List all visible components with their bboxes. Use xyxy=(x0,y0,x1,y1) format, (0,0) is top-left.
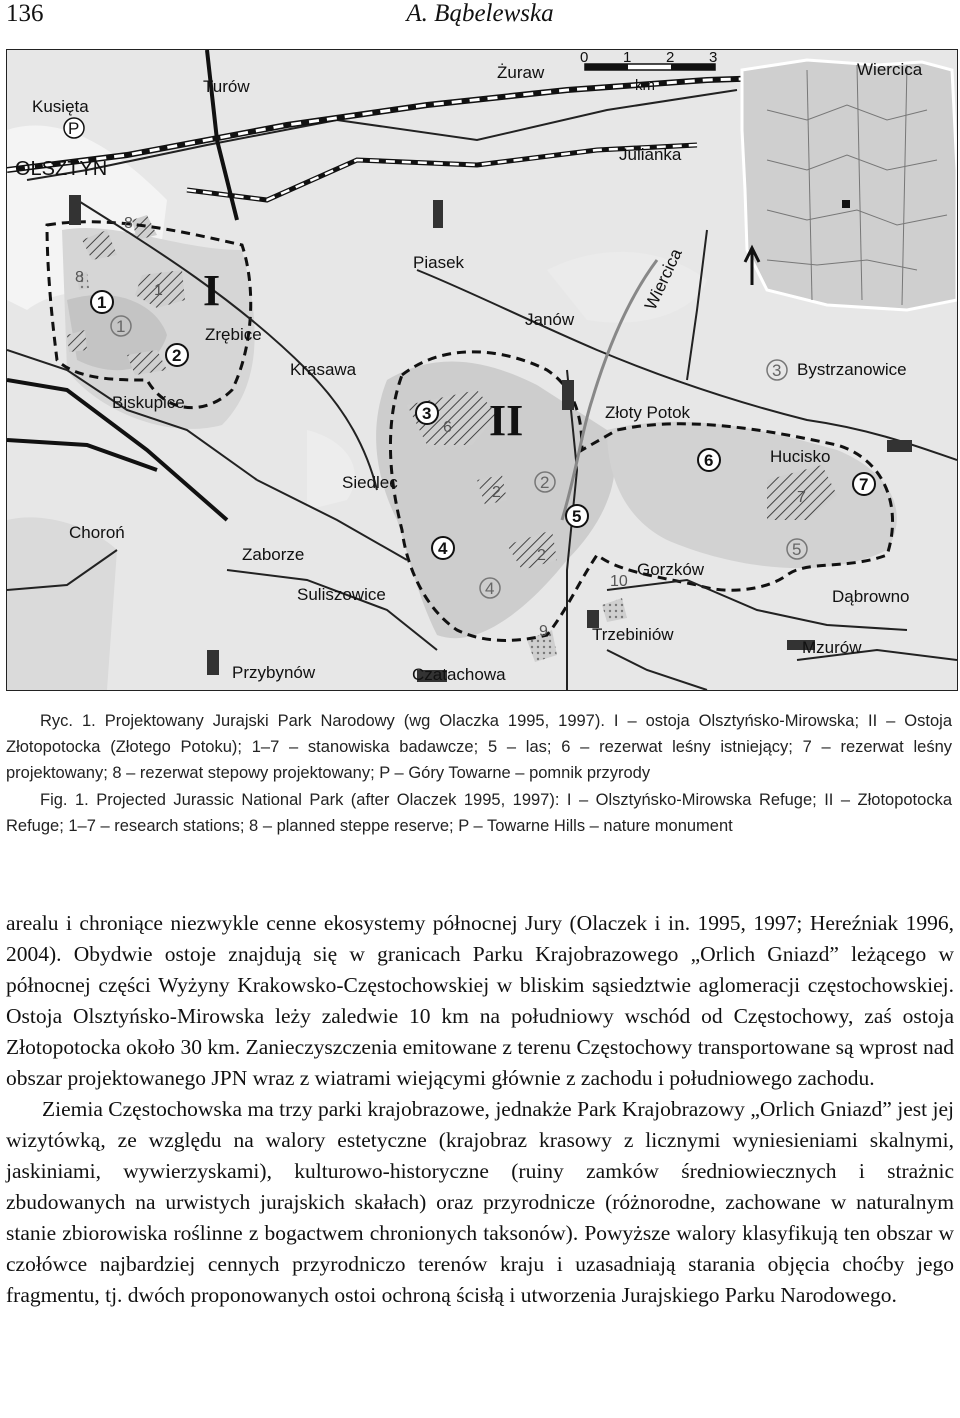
body-text xyxy=(6,908,954,1311)
figure-caption-pl: Ryc. 1. Projektowany Jurajski Park Narodowy (wg Olaczka 1995, 1997). I – ostoja Olsztyńsko-Mirowska; II – Ostoja Złotopotocka (Złotego Potoku); 1–7 – stanowiska badawcze; 5 – las; 6 – rezerwat leśny istniejący; 7 – rezerwat leśny projektowany; 8 – rezerwat stepowy projektowany; P – Góry Towarne – pomnik przyrody xyxy=(6,712,952,782)
station-6-marker xyxy=(698,449,720,471)
svg-text:2: 2 xyxy=(537,547,546,564)
label-czatachowa: Czatachowa xyxy=(412,665,506,684)
label-gorzkow: Gorzków xyxy=(637,560,705,579)
paragraph-2: Ziemia Częstochowska ma trzy parki krajobrazowe, jednakże Park Krajobrazowy „Orlich Gniazd” jest jej wizytówką, ze względu na walory estetyczne (krajobraz krasowy z licznymi wyniesieniami skalnymi, jaskiniami, wywierzyskami), kulturowo-historyczne (ruiny zamków średniowiecznych i strażnic zbudowanych na urwistych jurajskich skałach) oraz przyrodnicze (różnorodne, zachowane w naturalnym stanie zbiorowiska roślinne z bogactwem chronionych taksonów). Powyższe walory klasyfikują ten obszar w czołówce najbardziej cennych przyrodniczo terenów kraju i uzasadniają starania objęcia choćby jego fragmentu, tj. dwóch proponowanych ostoi ochroną ścisłą i utworzenia Jurajskiego Parku Narodowego. xyxy=(6,1097,954,1307)
station-1-marker xyxy=(91,291,113,313)
svg-text:3: 3 xyxy=(772,361,782,380)
svg-text:6: 6 xyxy=(704,451,714,470)
label-turow: Turów xyxy=(203,77,250,96)
label-zrebice: Zrębice xyxy=(205,325,262,344)
svg-text:8: 8 xyxy=(124,215,133,232)
svg-text:4: 4 xyxy=(485,579,495,598)
svg-text:3: 3 xyxy=(422,404,432,423)
scale-tick-0: 0 xyxy=(580,50,589,66)
svg-text:8: 8 xyxy=(75,269,84,286)
running-head: A. Bąbelewska xyxy=(406,0,554,27)
station-5-marker xyxy=(566,505,588,527)
paragraph-1: arealu i chroniące niezwykle cenne ekosystemy północnej Jury (Olaczek i in. 1995, 1997; Hereźniak 1996, 2004). Obydwie ostoje znajdują się w granicach Parku Krajobrazowego „Orlich Gniazd” leżącego w północnej części Wyżyny Krakowsko-Częstochowskiej w bliskim sąsiedztwie aglomeracji częstochowskiej. Ostoja Olsztyńsko-Mirowska leży zaledwie 10 km na południowy wschód od Częstochowy, zaś ostoja Złotopotocka około 30 km. Zanieczyszczenia emitowane z terenu Częstochowy transportowane są wprost nad obszar projektowanego JPN wraz z wiatrami wiejącymi głównie z zachodu i południowego zachodu. xyxy=(6,911,954,1090)
svg-text:2: 2 xyxy=(492,484,501,501)
scale-unit: km xyxy=(635,77,655,94)
svg-text:2: 2 xyxy=(172,346,182,365)
label-biskupice: Biskupice xyxy=(112,393,185,412)
page-header xyxy=(0,0,960,40)
scale-tick-2: 2 xyxy=(666,50,675,66)
inset-map-poland xyxy=(742,60,957,310)
svg-text:5: 5 xyxy=(792,540,802,559)
label-hucisko: Hucisko xyxy=(770,447,831,466)
svg-text:10: 10 xyxy=(610,573,628,590)
station-7-marker xyxy=(853,473,875,495)
label-dabrowno: Dąbrowno xyxy=(832,587,910,606)
scale-tick-3: 3 xyxy=(709,50,718,66)
refuge-label-i: I xyxy=(203,266,221,315)
label-mzurow: Mzurów xyxy=(802,638,862,657)
label-suliszowice: Suliszowice xyxy=(297,585,386,604)
label-bystrzanowice: Bystrzanowice xyxy=(797,360,907,379)
label-julianka: Julianka xyxy=(619,145,682,164)
svg-text:1: 1 xyxy=(97,293,107,312)
figure-caption-en: Fig. 1. Projected Jurassic National Park (after Olaczek 1995, 1997): I – Olsztyńsko-Mirowska Refuge; II – Złotopotocka Refuge; 1–7 – research stations; 8 – planned steppe reserve; P – Towarne Hills – nature monument xyxy=(6,791,952,835)
page-number: 136 xyxy=(6,0,44,27)
label-siedlec: Siedlec xyxy=(342,473,398,492)
label-trzebiniow: Trzebiniów xyxy=(592,625,674,644)
marker-p xyxy=(64,118,84,138)
svg-text:1: 1 xyxy=(154,282,163,299)
station-2-marker xyxy=(166,344,188,366)
label-kusieta: Kusięta xyxy=(32,97,89,116)
label-olsztyn: OLSZTYN xyxy=(15,158,108,180)
label-wiercica-river: Wiercica xyxy=(640,245,686,313)
svg-text:2: 2 xyxy=(540,473,550,492)
refuge-label-ii: II xyxy=(489,396,524,445)
svg-text:9: 9 xyxy=(539,623,548,640)
label-wiercica-town: Wiercica xyxy=(857,60,923,79)
label-janow: Janów xyxy=(525,310,575,329)
label-piasek: Piasek xyxy=(413,253,465,272)
svg-text:P: P xyxy=(68,119,80,138)
svg-text:4: 4 xyxy=(438,539,448,558)
label-choron: Choroń xyxy=(69,523,125,542)
svg-text:5: 5 xyxy=(572,507,582,526)
figure-map xyxy=(6,49,958,691)
station-4-marker xyxy=(432,537,454,559)
label-krasawa: Krasawa xyxy=(290,360,357,379)
svg-text:6: 6 xyxy=(443,419,452,436)
svg-text:7: 7 xyxy=(797,489,806,506)
label-przybynow: Przybynów xyxy=(232,663,316,682)
label-zuraw: Żuraw xyxy=(497,63,545,82)
svg-text:7: 7 xyxy=(859,475,869,494)
label-zaborze: Zaborze xyxy=(242,545,305,564)
scale-tick-1: 1 xyxy=(623,50,632,66)
svg-text:1: 1 xyxy=(116,317,126,336)
label-zloty-potok: Złoty Potok xyxy=(605,403,691,422)
station-3-marker xyxy=(416,402,438,424)
